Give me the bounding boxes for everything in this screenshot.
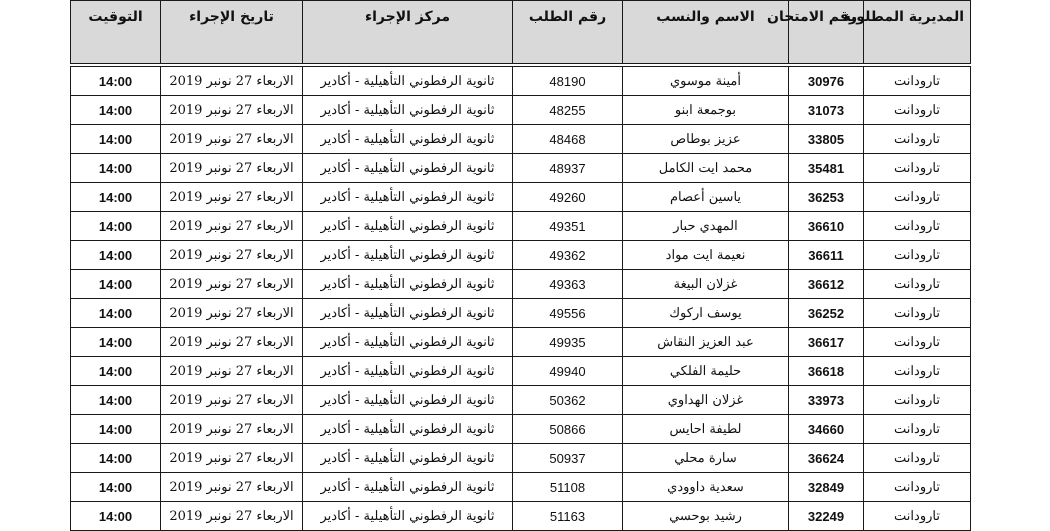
cell-time: 14:00 [71, 241, 161, 270]
cell-directorate: تارودانت [864, 299, 971, 328]
cell-request-number: 49351 [513, 212, 623, 241]
cell-date: الاربعاء 27 نونبر 2019 [161, 299, 303, 328]
cell-full-name: رشيد بوحسي [623, 502, 789, 531]
cell-full-name: سارة محلي [623, 444, 789, 473]
cell-full-name: بوجمعة ابنو [623, 96, 789, 125]
cell-center: ثانوية الرفطوني التأهيلية - أكادير [303, 473, 513, 502]
cell-date: الاربعاء 27 نونبر 2019 [161, 270, 303, 299]
cell-directorate: تارودانت [864, 270, 971, 299]
cell-center: ثانوية الرفطوني التأهيلية - أكادير [303, 183, 513, 212]
cell-time: 14:00 [71, 125, 161, 154]
table-row [71, 67, 971, 96]
cell-full-name: أمينة موسوي [623, 67, 789, 96]
table-row [71, 502, 971, 531]
cell-directorate: تارودانت [864, 473, 971, 502]
cell-exam-number: 36610 [789, 212, 864, 241]
table-row [71, 154, 971, 183]
cell-center: ثانوية الرفطوني التأهيلية - أكادير [303, 415, 513, 444]
cell-date: الاربعاء 27 نونبر 2019 [161, 415, 303, 444]
cell-request-number: 49940 [513, 357, 623, 386]
table-header [71, 1, 971, 67]
cell-request-number: 49362 [513, 241, 623, 270]
cell-center: ثانوية الرفطوني التأهيلية - أكادير [303, 67, 513, 96]
cell-center: ثانوية الرفطوني التأهيلية - أكادير [303, 328, 513, 357]
cell-exam-number: 32849 [789, 473, 864, 502]
table-row [71, 386, 971, 415]
table-row [71, 96, 971, 125]
cell-exam-number: 33973 [789, 386, 864, 415]
cell-full-name: عزيز بوطاص [623, 125, 789, 154]
header-date: تاريخ الإجراء [161, 1, 303, 64]
table-row [71, 357, 971, 386]
cell-directorate: تارودانت [864, 183, 971, 212]
cell-directorate: تارودانت [864, 241, 971, 270]
header-row [71, 1, 971, 64]
table-row [71, 270, 971, 299]
cell-center: ثانوية الرفطوني التأهيلية - أكادير [303, 444, 513, 473]
cell-full-name: سعدية داوودي [623, 473, 789, 502]
header-full-name: الاسم والنسب [623, 1, 789, 64]
cell-directorate: تارودانت [864, 212, 971, 241]
cell-time: 14:00 [71, 328, 161, 357]
cell-request-number: 48190 [513, 67, 623, 96]
cell-time: 14:00 [71, 502, 161, 531]
cell-full-name: نعيمة ايت مواد [623, 241, 789, 270]
cell-directorate: تارودانت [864, 67, 971, 96]
cell-exam-number: 35481 [789, 154, 864, 183]
cell-request-number: 49556 [513, 299, 623, 328]
cell-full-name: لطيفة احايس [623, 415, 789, 444]
cell-full-name: حليمة الفلكي [623, 357, 789, 386]
cell-date: الاربعاء 27 نونبر 2019 [161, 502, 303, 531]
cell-time: 14:00 [71, 299, 161, 328]
cell-time: 14:00 [71, 270, 161, 299]
cell-exam-number: 36253 [789, 183, 864, 212]
cell-directorate: تارودانت [864, 125, 971, 154]
cell-full-name: محمد ايت الكامل [623, 154, 789, 183]
cell-exam-number: 36624 [789, 444, 864, 473]
cell-request-number: 50362 [513, 386, 623, 415]
cell-time: 14:00 [71, 444, 161, 473]
cell-date: الاربعاء 27 نونبر 2019 [161, 444, 303, 473]
cell-directorate: تارودانت [864, 328, 971, 357]
cell-time: 14:00 [71, 357, 161, 386]
cell-request-number: 49363 [513, 270, 623, 299]
table-row [71, 125, 971, 154]
cell-exam-number: 36617 [789, 328, 864, 357]
table-row [71, 415, 971, 444]
cell-request-number: 51163 [513, 502, 623, 531]
cell-request-number: 49260 [513, 183, 623, 212]
table-body [71, 67, 971, 531]
cell-date: الاربعاء 27 نونبر 2019 [161, 473, 303, 502]
cell-center: ثانوية الرفطوني التأهيلية - أكادير [303, 270, 513, 299]
cell-exam-number: 31073 [789, 96, 864, 125]
cell-center: ثانوية الرفطوني التأهيلية - أكادير [303, 96, 513, 125]
cell-full-name: المهدي حبار [623, 212, 789, 241]
document-page [70, 0, 970, 525]
cell-center: ثانوية الرفطوني التأهيلية - أكادير [303, 502, 513, 531]
cell-date: الاربعاء 27 نونبر 2019 [161, 125, 303, 154]
cell-center: ثانوية الرفطوني التأهيلية - أكادير [303, 386, 513, 415]
cell-directorate: تارودانت [864, 386, 971, 415]
cell-time: 14:00 [71, 473, 161, 502]
cell-exam-number: 36618 [789, 357, 864, 386]
cell-date: الاربعاء 27 نونبر 2019 [161, 67, 303, 96]
cell-date: الاربعاء 27 نونبر 2019 [161, 96, 303, 125]
cell-exam-number: 30976 [789, 67, 864, 96]
cell-center: ثانوية الرفطوني التأهيلية - أكادير [303, 357, 513, 386]
cell-center: ثانوية الرفطوني التأهيلية - أكادير [303, 125, 513, 154]
cell-exam-number: 36611 [789, 241, 864, 270]
header-center: مركز الإجراء [303, 1, 513, 64]
cell-directorate: تارودانت [864, 357, 971, 386]
cell-request-number: 48468 [513, 125, 623, 154]
header-exam-number: رقم الامتحان [789, 1, 864, 64]
cell-exam-number: 32249 [789, 502, 864, 531]
table-row [71, 444, 971, 473]
cell-directorate: تارودانت [864, 444, 971, 473]
cell-full-name: غزلان البيغة [623, 270, 789, 299]
cell-exam-number: 33805 [789, 125, 864, 154]
cell-directorate: تارودانت [864, 415, 971, 444]
cell-exam-number: 34660 [789, 415, 864, 444]
cell-request-number: 51108 [513, 473, 623, 502]
table-row [71, 328, 971, 357]
header-request-number: رقم الطلب [513, 1, 623, 64]
cell-directorate: تارودانت [864, 502, 971, 531]
cell-request-number: 49935 [513, 328, 623, 357]
cell-date: الاربعاء 27 نونبر 2019 [161, 357, 303, 386]
cell-request-number: 48255 [513, 96, 623, 125]
cell-time: 14:00 [71, 67, 161, 96]
cell-full-name: ياسين أعصام [623, 183, 789, 212]
cell-directorate: تارودانت [864, 96, 971, 125]
cell-full-name: يوسف اركوك [623, 299, 789, 328]
cell-time: 14:00 [71, 212, 161, 241]
cell-time: 14:00 [71, 183, 161, 212]
table-row [71, 183, 971, 212]
header-directorate: المديرية المطلوبة [864, 1, 971, 64]
table-row [71, 241, 971, 270]
cell-time: 14:00 [71, 154, 161, 183]
cell-date: الاربعاء 27 نونبر 2019 [161, 386, 303, 415]
table-row [71, 299, 971, 328]
cell-full-name: عبد العزيز النقاش [623, 328, 789, 357]
cell-exam-number: 36252 [789, 299, 864, 328]
cell-time: 14:00 [71, 415, 161, 444]
cell-date: الاربعاء 27 نونبر 2019 [161, 154, 303, 183]
table-row [71, 212, 971, 241]
cell-date: الاربعاء 27 نونبر 2019 [161, 328, 303, 357]
cell-request-number: 50866 [513, 415, 623, 444]
cell-center: ثانوية الرفطوني التأهيلية - أكادير [303, 241, 513, 270]
table-row [71, 473, 971, 502]
cell-full-name: غزلان الهداوي [623, 386, 789, 415]
cell-request-number: 50937 [513, 444, 623, 473]
cell-time: 14:00 [71, 386, 161, 415]
cell-time: 14:00 [71, 96, 161, 125]
cell-directorate: تارودانت [864, 154, 971, 183]
cell-exam-number: 36612 [789, 270, 864, 299]
cell-date: الاربعاء 27 نونبر 2019 [161, 183, 303, 212]
cell-center: ثانوية الرفطوني التأهيلية - أكادير [303, 212, 513, 241]
candidates-table [70, 0, 971, 531]
cell-date: الاربعاء 27 نونبر 2019 [161, 212, 303, 241]
cell-center: ثانوية الرفطوني التأهيلية - أكادير [303, 154, 513, 183]
cell-date: الاربعاء 27 نونبر 2019 [161, 241, 303, 270]
cell-center: ثانوية الرفطوني التأهيلية - أكادير [303, 299, 513, 328]
header-time: التوقيت [71, 1, 161, 64]
cell-request-number: 48937 [513, 154, 623, 183]
